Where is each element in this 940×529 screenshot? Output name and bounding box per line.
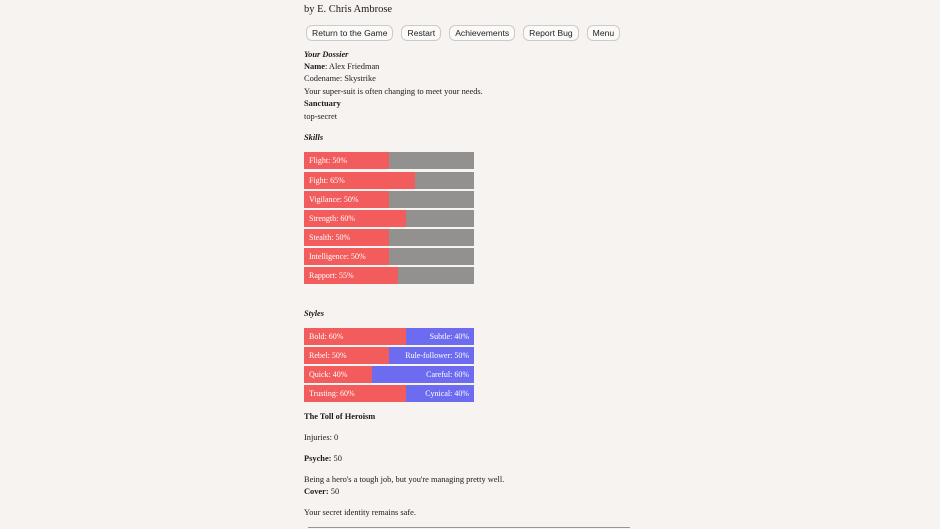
cover-value: 50 xyxy=(328,487,340,496)
achievements-button[interactable]: Achievements xyxy=(449,25,515,41)
toolbar xyxy=(306,25,620,41)
skill-bar xyxy=(304,248,474,265)
menu-button[interactable]: Menu xyxy=(587,25,621,41)
style-bar xyxy=(304,385,474,402)
skill-bar-label: Fight: 65% xyxy=(309,176,345,185)
cover-text: Your secret identity remains safe. xyxy=(304,508,416,517)
name-line xyxy=(304,61,379,73)
sanctuary-label: Sanctuary xyxy=(304,99,341,108)
skill-bar xyxy=(304,229,474,246)
style-bar xyxy=(304,328,474,345)
cover-label: Cover: xyxy=(304,487,329,496)
divider xyxy=(308,527,630,528)
psyche-line xyxy=(304,453,342,465)
style-bar-left-label: Bold: 60% xyxy=(309,332,344,341)
cover-line xyxy=(304,486,339,498)
psyche-label: Psyche: xyxy=(304,454,332,463)
author-credit: by E. Chris Ambrose xyxy=(304,4,393,15)
psyche-value: 50 xyxy=(331,454,342,463)
skill-bar xyxy=(304,172,474,189)
return-to-game-button[interactable]: Return to the Game xyxy=(306,25,393,41)
style-bar-right-label: Rule-follower: 50% xyxy=(405,351,469,360)
skill-bar xyxy=(304,191,474,208)
skill-bar-label: Intelligence: 50% xyxy=(309,252,366,261)
suit-line: Your super-suit is often changing to meet your needs. xyxy=(304,87,483,96)
codename-line: Codename: Skystrike xyxy=(304,74,376,83)
sanctuary-value: top-secret xyxy=(304,112,338,121)
style-bar-right-label: Subtle: 40% xyxy=(429,332,469,341)
skill-bar-label: Flight: 50% xyxy=(309,156,348,165)
name-value: : Alex Friedman xyxy=(324,62,380,71)
skill-bar-label: Rapport: 55% xyxy=(309,271,354,280)
report-bug-button[interactable]: Report Bug xyxy=(523,25,578,41)
skills-heading: Skills xyxy=(304,133,324,142)
style-bar-right-label: Careful: 60% xyxy=(426,370,469,379)
skill-bar xyxy=(304,152,474,169)
skill-bar-label: Stealth: 50% xyxy=(309,233,351,242)
skill-bar xyxy=(304,267,474,284)
style-bar-left-label: Quick: 40% xyxy=(309,370,348,379)
psyche-text: Being a hero's a tough job, but you're managing pretty well. xyxy=(304,475,505,484)
injuries-line: Injuries: 0 xyxy=(304,433,339,442)
skill-bar-label: Vigilance: 50% xyxy=(309,195,359,204)
style-bar-left-label: Trusting: 60% xyxy=(309,389,355,398)
style-bar xyxy=(304,366,474,383)
style-bar-right-label: Cynical: 40% xyxy=(425,389,469,398)
toll-heading: The Toll of Heroism xyxy=(304,412,376,421)
styles-heading: Styles xyxy=(304,309,325,318)
skill-bar-label: Strength: 60% xyxy=(309,214,355,223)
dossier-heading: Your Dossier xyxy=(304,50,349,59)
name-label: Name xyxy=(304,62,325,71)
style-bar xyxy=(304,347,474,364)
style-bar-left-label: Rebel: 50% xyxy=(309,351,347,360)
restart-button[interactable]: Restart xyxy=(401,25,441,41)
skill-bar xyxy=(304,210,474,227)
